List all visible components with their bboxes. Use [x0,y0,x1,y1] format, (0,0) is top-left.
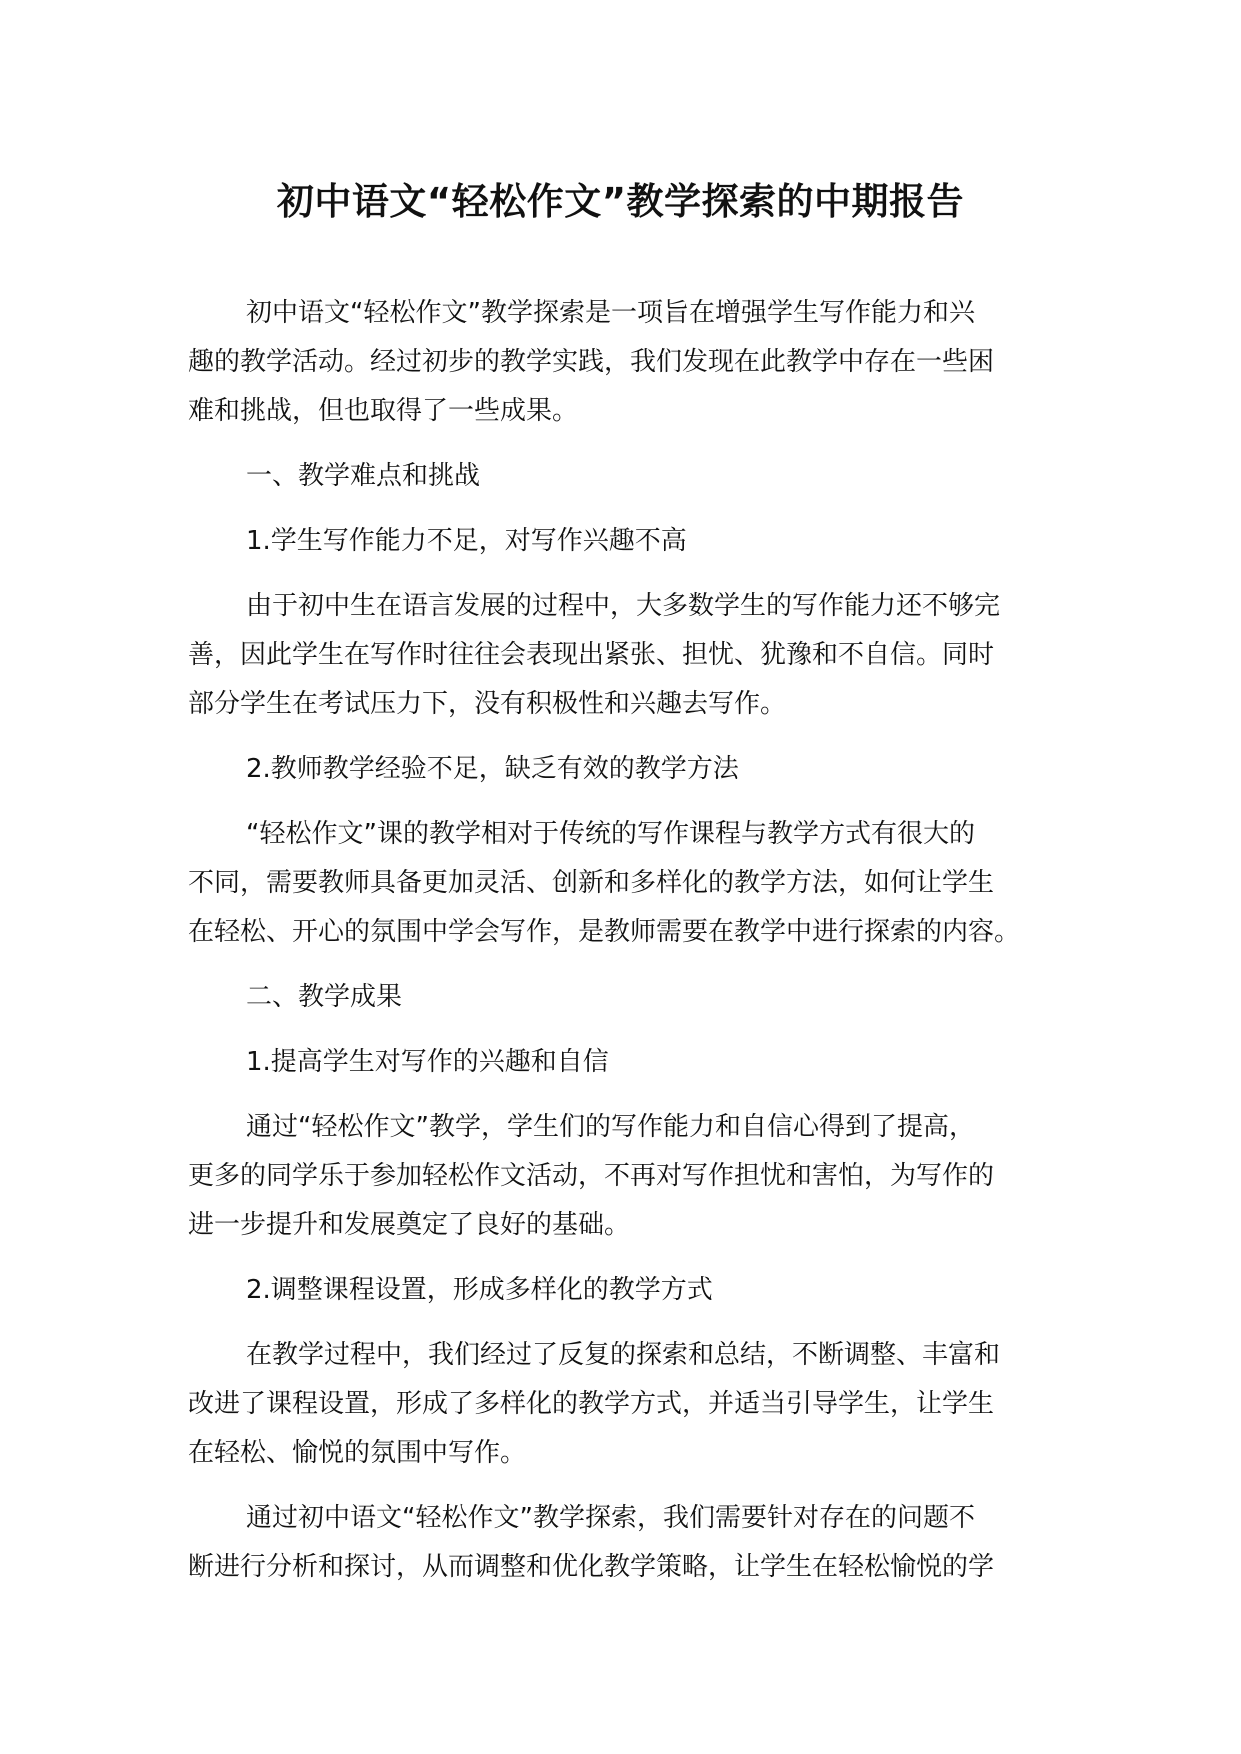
document-title: 初中语文“轻松作文”教学探索的中期报告 [276,180,965,223]
subsection-heading-2-1: 1.提高学生对写作的兴趣和自信 [246,1047,609,1077]
subsection-heading-1-2: 2.教师教学经验不足，缺乏有效的教学方法 [246,754,739,784]
section-heading-2: 二、教学成果 [246,982,403,1012]
paragraph [188,582,1068,729]
paragraph-line: 断进行分析和探讨，从而调整和优化教学策略，让学生在轻松愉悦的学 [188,1552,995,1582]
paragraph-line: 通过初中语文“轻松作文”教学探索，我们需要针对存在的问题不 [246,1503,975,1533]
paragraph-line: 在轻松、开心的氛围中学会写作，是教师需要在教学中进行探索的内容。 [188,917,1021,947]
subsection-heading-1-1: 1.学生写作能力不足，对写作兴趣不高 [246,526,687,556]
paragraph-line: 在教学过程中，我们经过了反复的探索和总结，不断调整、丰富和 [246,1340,1001,1370]
paragraph-conclusion [188,1494,1068,1592]
paragraph-line: 通过“轻松作文”教学，学生们的写作能力和自信心得到了提高， [246,1112,975,1142]
paragraph-line: 由于初中生在语言发展的过程中，大多数学生的写作能力还不够完 [246,591,1001,621]
subsection-heading-2-2: 2.调整课程设置，形成多样化的教学方式 [246,1275,713,1305]
paragraph-line: 进一步提升和发展奠定了良好的基础。 [188,1210,631,1240]
paragraph-line: 部分学生在考试压力下，没有积极性和兴趣去写作。 [188,689,787,719]
paragraph-line: 更多的同学乐于参加轻松作文活动，不再对写作担忧和害怕，为写作的 [188,1161,995,1191]
paragraph-line: “轻松作文”课的教学相对于传统的写作课程与教学方式有很大的 [246,819,975,849]
paragraph-line: 不同，需要教师具备更加灵活、创新和多样化的教学方法，如何让学生 [188,868,995,898]
paragraph-line: 善，因此学生在写作时往往会表现出紧张、担忧、犹豫和不自信。同时 [188,640,995,670]
paragraph-line: 在轻松、愉悦的氛围中写作。 [188,1438,527,1468]
paragraph-intro [188,289,1068,436]
paragraph [188,1103,1068,1250]
paragraph [188,1331,1068,1478]
section-heading-1: 一、教学难点和挑战 [246,461,481,491]
paragraph-line: 难和挑战，但也取得了一些成果。 [188,396,579,426]
paragraph-line: 初中语文“轻松作文”教学探索是一项旨在增强学生写作能力和兴 [246,298,975,328]
paragraph-line: 改进了课程设置，形成了多样化的教学方式，并适当引导学生，让学生 [188,1389,995,1419]
paragraph [188,810,1068,957]
paragraph-line: 趣的教学活动。经过初步的教学实践，我们发现在此教学中存在一些困 [188,347,995,377]
document-body [188,289,1068,1608]
